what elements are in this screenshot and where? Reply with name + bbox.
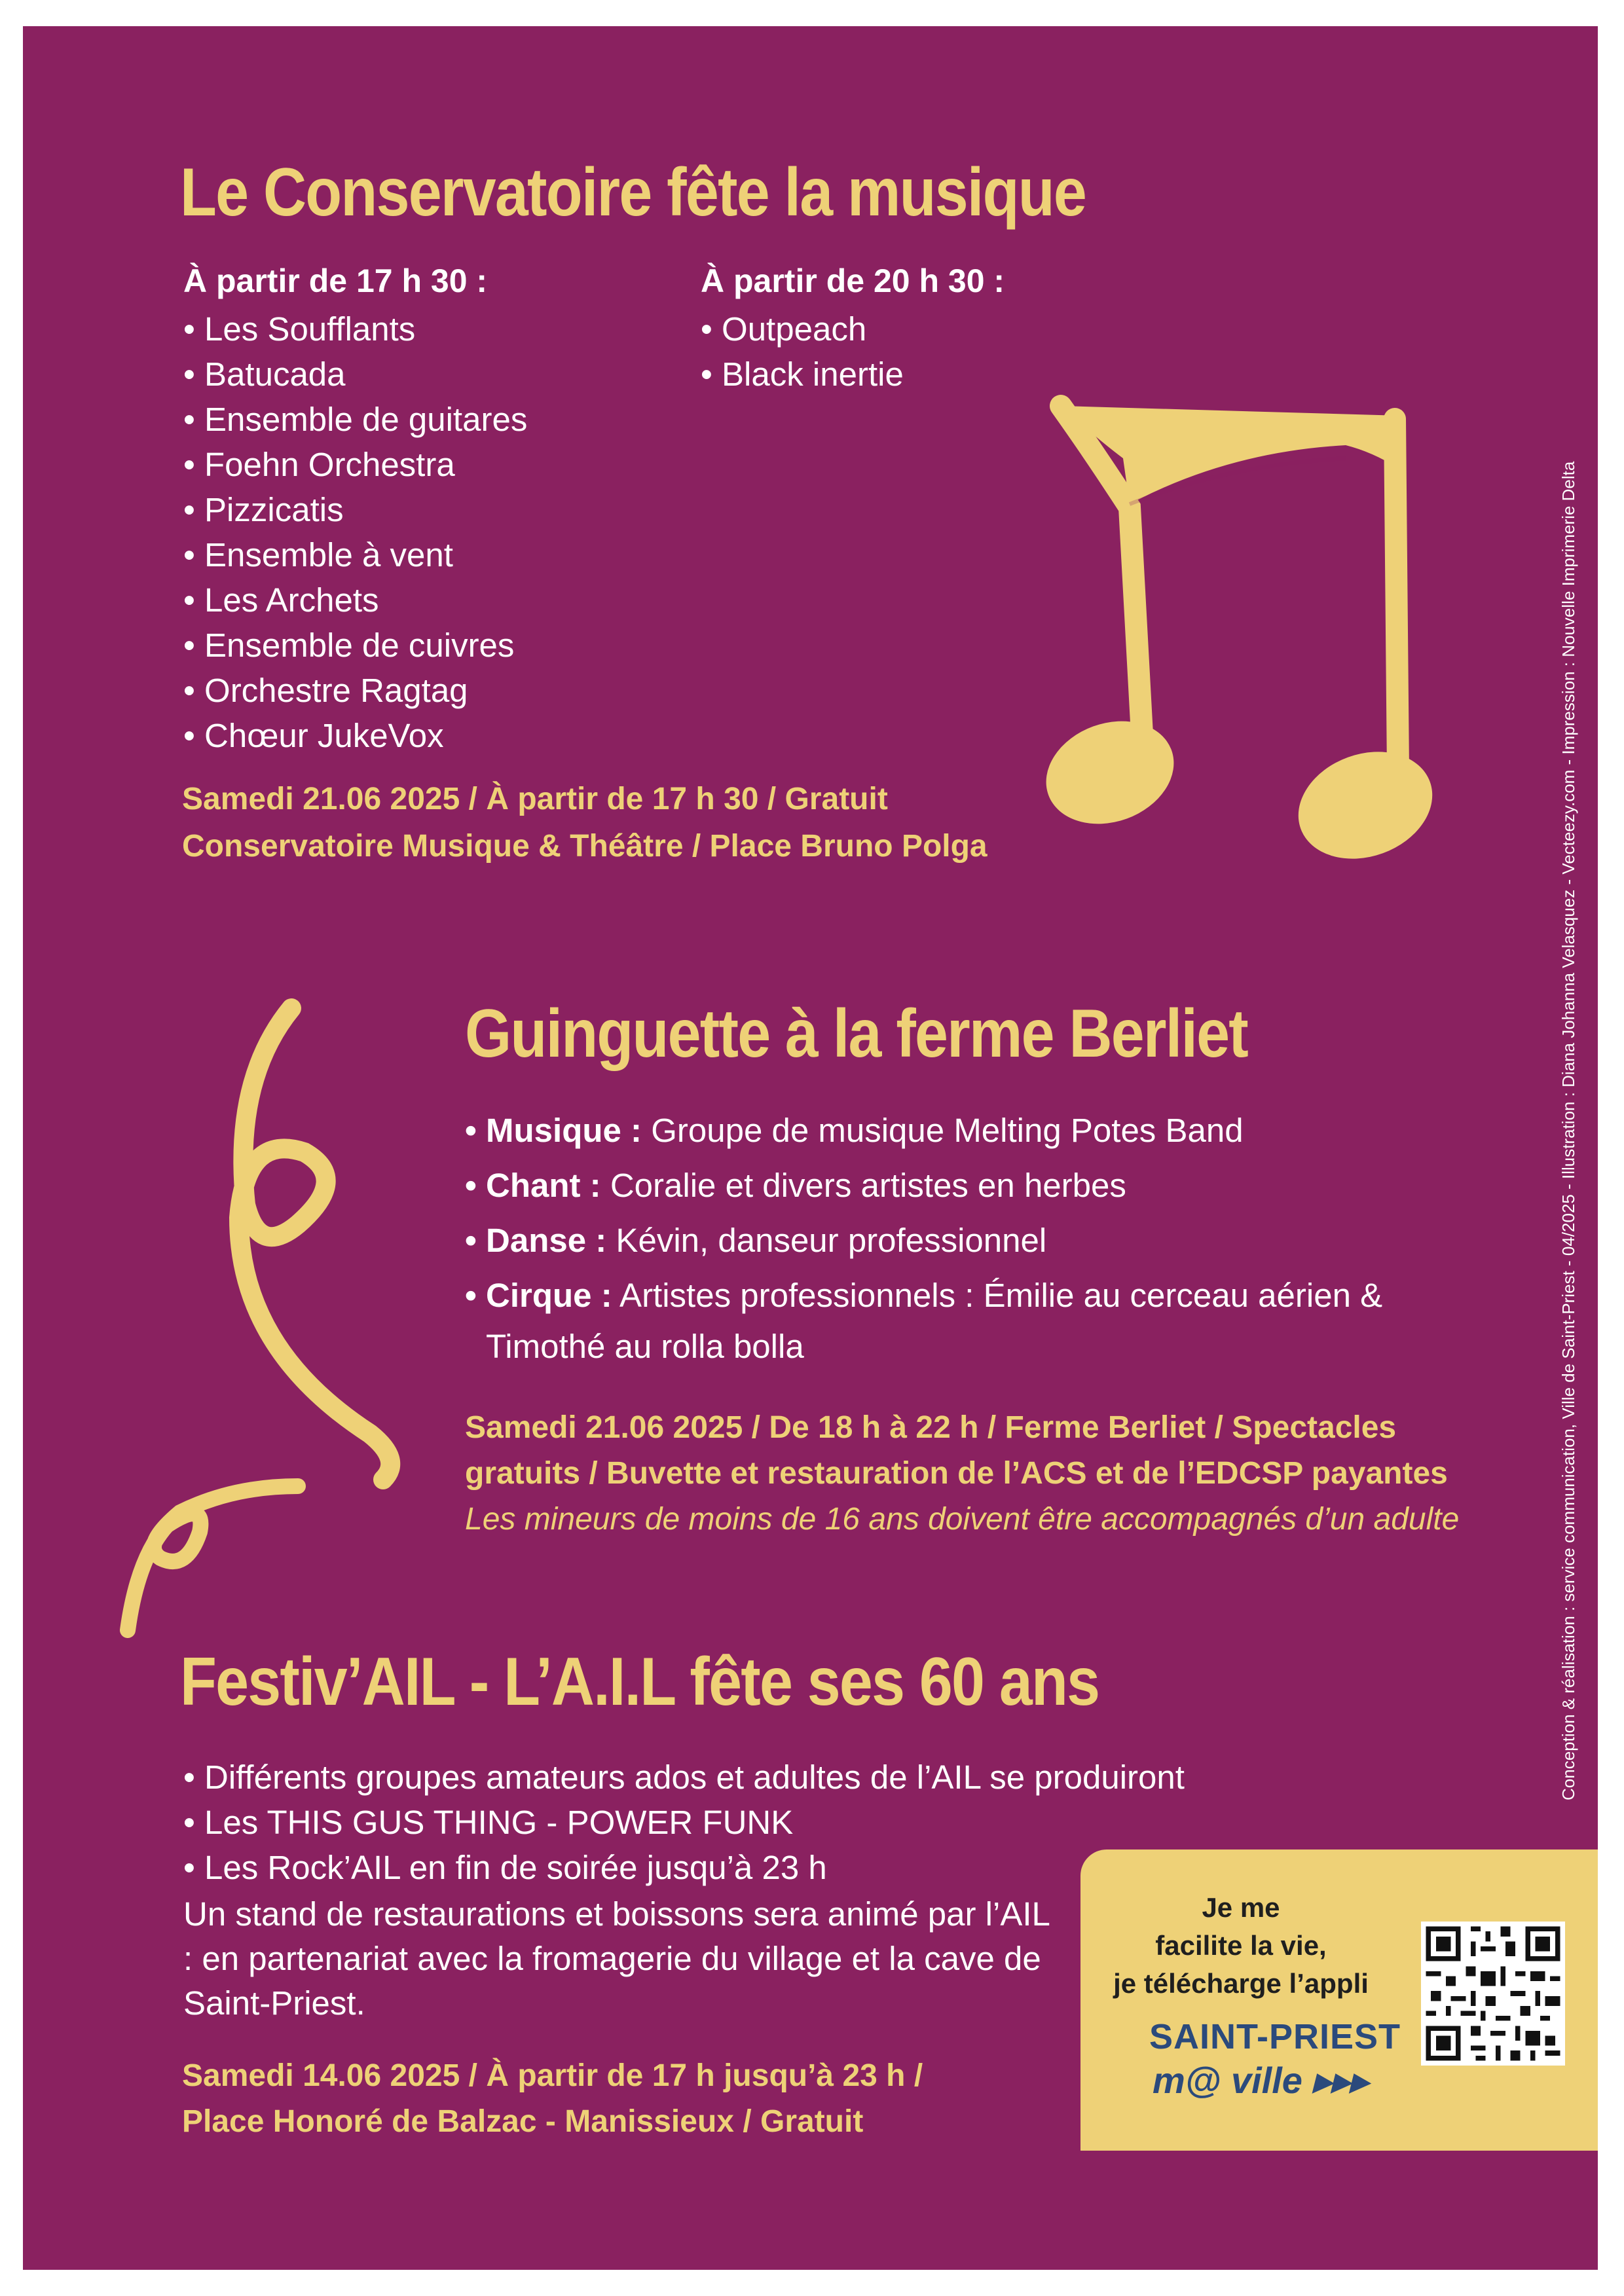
item-text: Kévin, danseur professionnel [606,1222,1047,1259]
poster [23,26,1598,2270]
item-text: Artistes professionnels : Émilie au cerceau aérien & [612,1277,1383,1314]
list-item: • Les Rock’AIL en fin de soirée jusqu’à 23 h [183,1849,827,1886]
promo-line: facilite la vie, [1155,1930,1327,1961]
festivail-list [183,1755,1185,1890]
item-text: Groupe de musique Melting Potes Band [642,1112,1244,1149]
event-info-line: Samedi 14.06 2025 / À partir de 17 h jusqu’à 23 h / [182,2058,923,2093]
list-item: • Pizzicatis [183,491,344,528]
ma-ville-logo: m@ ville ▸▸▸ [1153,2060,1368,2101]
schedule-head-1730: À partir de 17 h 30 : [183,263,488,299]
music-note-icon [1031,380,1437,903]
list-item: • Ensemble de cuivres [183,627,515,664]
list-item: • Outpeach [701,310,867,348]
section-title-guinguette: Guinguette à la ferme Berliet [465,996,1247,1072]
qr-code-icon[interactable] [1421,1922,1565,2066]
event-info-line: Samedi 21.06 2025 / De 18 h à 22 h / Ferme Berliet / Spectacles [465,1410,1397,1445]
program-list-1730 [183,306,527,758]
list-item [465,1213,1447,1268]
list-item [465,1158,1447,1213]
item-label: • Danse : [465,1222,607,1259]
list-item [465,1103,1447,1158]
list-item: • Foehn Orchestra [183,446,455,483]
schedule-head-2030: À partir de 20 h 30 : [701,263,1005,299]
list-item: • Chœur JukeVox [183,717,444,754]
app-promo-text [1094,1889,1388,2003]
section-title-festivail: Festiv’AIL - L’A.I.L fête ses 60 ans [180,1644,1099,1720]
list-item: • Orchestre Ragtag [183,672,468,709]
app-promo-box[interactable] [1080,1850,1598,2151]
item-label: • Cirque : [465,1277,612,1314]
list-item: • Les Archets [183,581,379,619]
event-info-line: gratuits / Buvette et restauration de l’ACS et de l’EDCSP payantes [465,1456,1448,1491]
promo-line: Je me [1202,1892,1280,1923]
list-item: • Black inertie [701,355,904,393]
credits-text: Conception & réalisation : service communication, Ville de Saint-Priest - 04/2025 - Illustration : Diana Johanna Velasquez - Vecteezy.com - Impression : Nouvelle Imprimerie Delta [1559,461,1578,1800]
event-info-line: Place Honoré de Balzac - Manissieux / Gratuit [182,2104,864,2139]
list-item: • Batucada [183,355,346,393]
promo-line: je télécharge l’appli [1113,1968,1369,1999]
list-item-continuation: Timothé au rolla bolla [486,1328,804,1365]
program-list-2030 [701,306,904,397]
list-item: • Ensemble de guitares [183,401,528,438]
list-item: • Ensemble à vent [183,536,453,574]
event-info-line: Conservatoire Musique & Théâtre / Place Bruno Polga [182,829,987,864]
event-info-line: Samedi 21.06 2025 / À partir de 17 h 30 / Gratuit [182,782,888,816]
list-item: • Différents groupes amateurs ados et adultes de l’AIL se produiront [183,1758,1185,1796]
list-item: • Les Soufflants [183,310,416,348]
festivail-paragraph: Un stand de restaurations et boissons sera animé par l’AIL : en partenariat avec la fromagerie du village et la cave de Saint-Priest. [183,1895,1049,2022]
guinguette-list [465,1103,1447,1370]
saint-priest-logo: SAINT-PRIEST [1149,2017,1401,2056]
list-item [465,1268,1447,1323]
event-info-note: Les mineurs de moins de 16 ans doivent être accompagnés d’un adulte [465,1502,1460,1537]
item-text: Coralie et divers artistes en herbes [600,1167,1126,1204]
item-label: • Chant : [465,1167,601,1204]
ribbon-swirl-icon [75,982,442,1728]
item-label: • Musique : [465,1112,642,1149]
section-title-conservatoire: Le Conservatoire fête la musique [180,155,1086,230]
list-item: • Les THIS GUS THING - POWER FUNK [183,1804,794,1841]
